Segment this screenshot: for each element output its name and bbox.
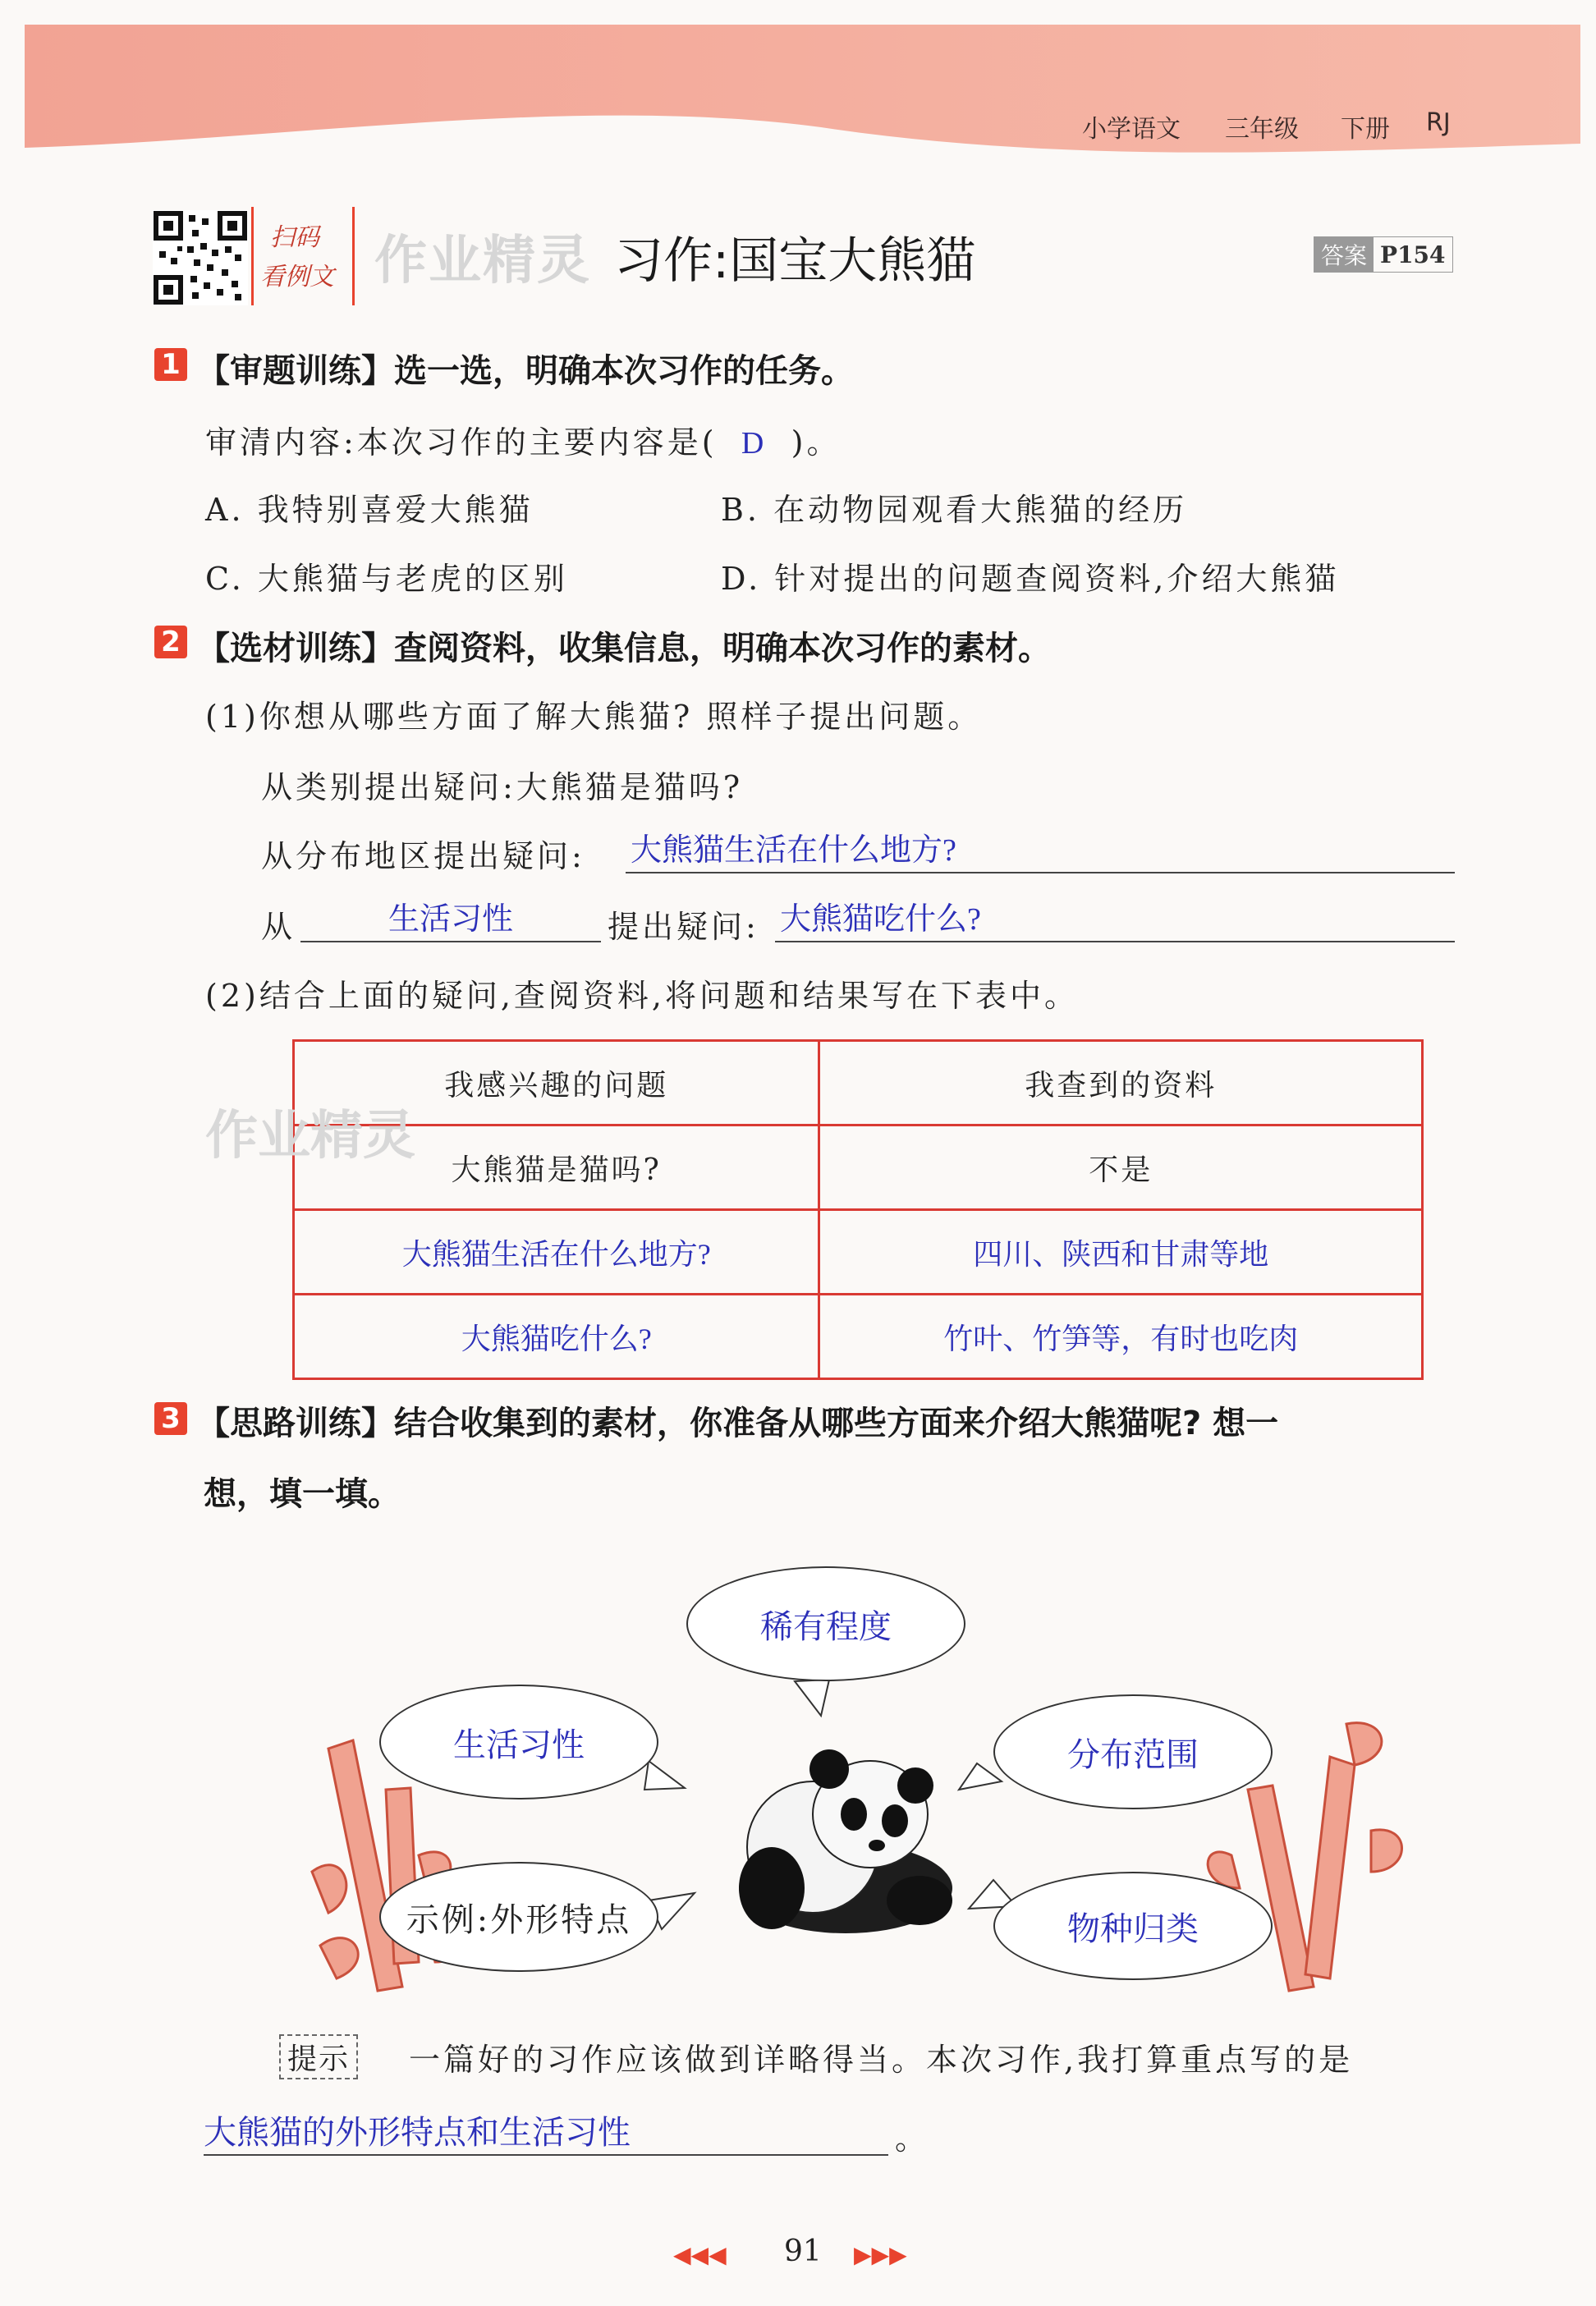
answer-label: 答案	[1314, 236, 1374, 273]
qr-code-icon[interactable]	[153, 210, 248, 305]
bubble-example-appearance: 示例:外形特点	[379, 1862, 658, 1972]
page-title: 习作:国宝大熊猫	[614, 232, 976, 290]
question-number-3: 3	[154, 1402, 187, 1435]
q1-option-a: A. 我特别喜爱大熊猫	[205, 492, 534, 528]
header-subject: 小学语文	[1082, 115, 1181, 144]
bubble-classification[interactable]: 物种归类	[993, 1872, 1273, 1980]
table-header-row	[294, 1041, 1423, 1125]
q2-line3-answer-blank[interactable]	[775, 890, 1455, 942]
table-cell-result[interactable]: 竹叶、竹笋等，有时也吃肉	[819, 1295, 1423, 1379]
question-number-2: 2	[154, 626, 187, 658]
table-row	[294, 1210, 1423, 1295]
page-number: 91	[784, 2235, 822, 2268]
table-cell-question: 大熊猫是猫吗?	[294, 1125, 819, 1210]
question-2-title: 【选材训练】查阅资料，收集信息，明确本次习作的素材。	[197, 630, 1051, 667]
question-3-title-line1: 【思路训练】结合收集到的素材，你准备从哪些方面来介绍大熊猫呢? 想一	[197, 1405, 1279, 1442]
watermark-middle: 作业精灵	[205, 1106, 415, 1167]
q2-line2-answer: 大熊猫生活在什么地方?	[631, 833, 956, 868]
header-banner	[0, 0, 1596, 189]
answer-reference[interactable]	[1314, 236, 1453, 273]
q2-line3-prefix: 从	[261, 909, 296, 945]
tip-text: 一篇好的习作应该做到详略得当。本次习作,我打算重点写的是	[409, 2042, 1354, 2078]
q2-part2: (2)结合上面的疑问,查阅资料,将问题和结果写在下表中。	[205, 978, 1079, 1014]
table-header-result: 我查到的资料	[819, 1041, 1423, 1125]
tip-answer: 大熊猫的外形特点和生活习性	[204, 2114, 631, 2151]
table-header-question: 我感兴趣的问题	[294, 1041, 819, 1125]
tip-answer-blank[interactable]	[204, 2103, 888, 2156]
question-3-title-line2: 想，填一填。	[204, 1475, 401, 1513]
watermark-top: 作业精灵	[374, 231, 591, 291]
q2-part1: (1)你想从哪些方面了解大熊猫? 照样子提出问题。	[205, 699, 983, 735]
bubble-distribution[interactable]: 分布范围	[993, 1694, 1273, 1809]
bubble-living-habits[interactable]: 生活习性	[379, 1685, 658, 1799]
q2-example: 从类别提出疑问:大熊猫是猫吗?	[261, 769, 744, 805]
q2-line2-blank[interactable]	[626, 821, 1455, 873]
q1-stem-prefix: 审清内容:本次习作的主要内容是(	[205, 424, 718, 461]
q1-answer[interactable]: D	[741, 426, 768, 461]
q1-stem-suffix: )。	[791, 424, 842, 461]
research-table	[292, 1039, 1424, 1380]
panda-image	[722, 1724, 969, 1937]
q1-option-d: D. 针对提出的问题查阅资料,介绍大熊猫	[721, 561, 1340, 597]
answer-page: P154	[1380, 241, 1446, 268]
bubble-rarity[interactable]: 稀有程度	[686, 1566, 965, 1681]
header-edition: RJ	[1426, 108, 1451, 137]
table-cell-result: 不是	[819, 1125, 1423, 1210]
question-1-title: 【审题训练】选一选，明确本次习作的任务。	[197, 352, 854, 390]
tip-end: 。	[895, 2120, 930, 2157]
scan-label-frame	[251, 207, 355, 305]
table-cell-question[interactable]: 大熊猫吃什么?	[294, 1295, 819, 1379]
question-number-1: 1	[154, 348, 187, 381]
q2-line3-blank[interactable]	[300, 890, 601, 942]
q2-line3-blank-answer: 生活习性	[388, 902, 513, 937]
scan-label-line2: 看例文	[260, 263, 334, 291]
q2-line3-answer: 大熊猫吃什么?	[780, 902, 981, 937]
q2-line2-prefix: 从分布地区提出疑问:	[261, 838, 585, 874]
q2-line3-mid: 提出疑问:	[608, 909, 759, 945]
table-row	[294, 1295, 1423, 1379]
tip-label: 提示	[279, 2034, 358, 2079]
table-row	[294, 1125, 1423, 1210]
q1-option-b: B. 在动物园观看大熊猫的经历	[721, 492, 1188, 528]
prev-arrows-icon[interactable]: ◀◀◀	[673, 2241, 727, 2268]
q1-option-c: C. 大熊猫与老虎的区别	[205, 561, 568, 597]
header-volume: 下册	[1341, 115, 1390, 144]
scan-label-line1: 扫码	[270, 223, 319, 252]
table-cell-question[interactable]: 大熊猫生活在什么地方?	[294, 1210, 819, 1295]
header-grade: 三年级	[1225, 115, 1299, 144]
next-arrows-icon[interactable]: ▶▶▶	[854, 2241, 907, 2268]
q1-stem	[205, 417, 841, 462]
table-cell-result[interactable]: 四川、陕西和甘肃等地	[819, 1210, 1423, 1295]
